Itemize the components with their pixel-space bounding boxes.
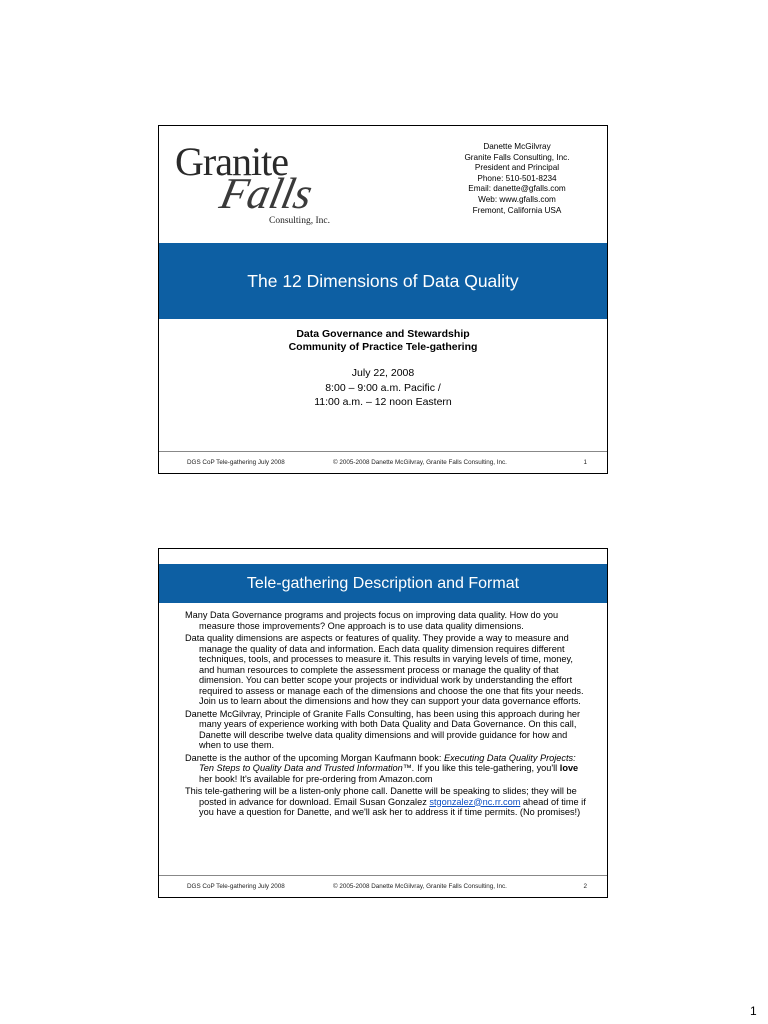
footer-slide-number: 1 — [583, 459, 587, 466]
contact-company: Granite Falls Consulting, Inc. — [464, 152, 570, 162]
book-title: Executing Data Quality Projects: Ten Steps to Quality Data and Trusted Information™. — [199, 752, 576, 773]
book-text-c: her book! It's available for pre-ordering from Amazon.com — [199, 773, 433, 784]
contact-location: Fremont, California USA — [472, 205, 562, 215]
email-link[interactable]: stgonzalez@nc.rr.com — [429, 796, 521, 807]
footer-slide-number: 2 — [583, 883, 587, 890]
contact-email: Email: danette@gfalls.com — [468, 184, 566, 194]
slide-1-footer — [159, 451, 607, 473]
paragraph-format — [185, 786, 589, 818]
footer-event: DGS CoP Tele-gathering July 2008 — [187, 459, 285, 466]
footer-event: DGS CoP Tele-gathering July 2008 — [187, 883, 285, 890]
logo-word-granite: Granite — [175, 139, 288, 184]
slide-2-footer — [159, 875, 607, 897]
slide-1 — [158, 125, 608, 474]
book-love: love — [559, 763, 579, 773]
slide-2-body — [185, 610, 589, 820]
logo-consulting-text: Consulting, Inc. — [269, 216, 330, 226]
contact-role: President and Principal — [474, 163, 560, 173]
format-text-b: ahead of time if you have a question for Danette, and we'll ask her to address it if time permits. (No promises!) — [199, 796, 586, 817]
subtitle-line-1: Data Governance and Stewardship — [296, 328, 470, 340]
paragraph-intro: Many Data Governance programs and projects focus on improving data quality. How do you measure those improvements? One approach is to use data quality dimensions. — [185, 610, 559, 631]
contact-phone: Phone: 510-501-8234 — [477, 173, 557, 183]
date-line: July 22, 2008 — [351, 367, 415, 379]
paragraph-book — [185, 753, 589, 785]
contact-block — [427, 142, 607, 216]
slide-2 — [158, 548, 608, 898]
footer-copyright: © 2005-2008 Danette McGilvray, Granite Falls Consulting, Inc. — [333, 459, 507, 466]
time-pacific: 8:00 – 9:00 a.m. Pacific / — [325, 381, 441, 394]
paragraph-dimensions: Data quality dimensions are aspects or features of quality. They provide a way to measure and manage the quality of data and information. Each data quality dimension requires different techniques, tools, and processes to measure it. This results in varying levels of time, money, and human resources to complete the assessment process or manage the quality of that dimension. You can better scope your projects or individual work by understanding the effort required to assess or manage each of the dimensions and choose the one that fits your needs. Join us to learn about the dimensions and how they can support your data governance efforts. — [185, 633, 584, 706]
slide-1-title: The 12 Dimensions of Data Quality — [159, 243, 607, 319]
contact-web: Web: www.gfalls.com — [478, 194, 556, 204]
format-text-a: This tele-gathering will be a listen-only phone call. Danette will be speaking to slides; they will be posted in advance for download. Email Susan Gonzalez — [185, 786, 577, 807]
time-eastern: 11:00 a.m. – 12 noon Eastern — [314, 396, 452, 408]
slide-1-date-time — [159, 366, 607, 410]
footer-copyright: © 2005-2008 Danette McGilvray, Granite Falls Consulting, Inc. — [333, 883, 507, 890]
slide-2-title: Tele-gathering Description and Format — [159, 564, 607, 603]
paragraph-presenter: Danette McGilvray, Principle of Granite Falls Consulting, has been using this approach during her many years of experience working with both Data Quality and Data Governance. On this call, Danette will describe twelve data quality dimensions and will provide guidance for how and when to use them. — [185, 708, 581, 750]
contact-name: Danette McGilvray — [483, 142, 551, 151]
book-text-a: Danette is the author of the upcoming Morgan Kaufmann book: — [185, 752, 444, 763]
book-text-b: If you like this tele-gathering, you'll — [414, 763, 560, 773]
logo-word-falls: Falls — [215, 169, 317, 218]
slide-1-subtitle — [159, 328, 607, 354]
subtitle-line-2: Community of Practice Tele-gathering — [288, 341, 478, 353]
granite-falls-logo — [175, 139, 330, 226]
page-number: 1 — [750, 1004, 757, 1018]
